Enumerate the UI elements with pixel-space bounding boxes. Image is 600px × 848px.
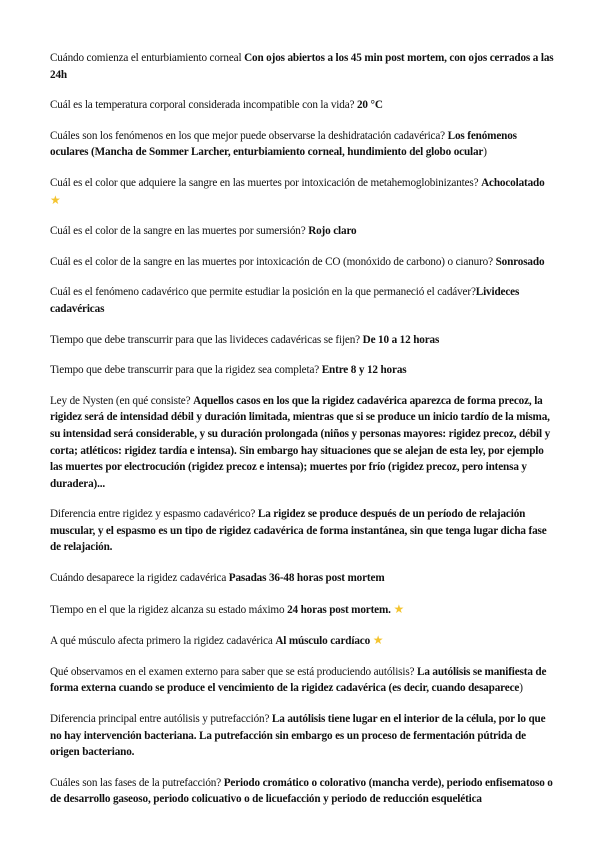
- question-text: Ley de Nysten (en qué consiste?: [50, 394, 194, 407]
- question-text: Tiempo que debe transcurrir para que las livideces cadavéricas se fijen?: [50, 333, 363, 346]
- question-text: Cuál es la temperatura corporal considerada incompatible con la vida?: [50, 99, 357, 112]
- answer-suffix: ): [483, 146, 487, 159]
- question-text: Cuál es el fenómeno cadavérico que permite estudiar la posición en la que permaneció el cadáver?: [50, 286, 476, 299]
- answer-text: La autólisis se manifiesta de forma externa cuando se produce el vencimiento de la rigidez cadavérica (es decir, cuando desaparece: [50, 665, 547, 695]
- qa-item: [50, 332, 555, 349]
- answer-text: Con ojos abiertos a los 45 min post mortem, con ojos cerrados a las 24h: [50, 52, 554, 81]
- question-text: Cuál es el color de la sangre en las muertes por sumersión?: [50, 225, 309, 238]
- question-text: Cuál es el color de la sangre en las muertes por intoxicación de CO (monóxido de carbono) o cianuro?: [50, 255, 496, 268]
- qa-item: [50, 393, 555, 493]
- answer-text: Aquellos casos en los que la rigidez cadavérica aparezca de forma precoz, la rigidez será de intensidad débil y duración limitada, mientras que si se produce un inicio tardío de la misma, su intensidad será considerable, y su duración prolongada (niños y personas mayores: rigidez precoz, débil y corta; atléticos: rigidez tardía e intensa). Sin embargo hay situaciones que se alejan de esta ley, por ejemplo las muertes por electrocución (rigidez precoz e intensa); muertes por frío (rigidez precoz, pero intensa y duradera)...: [50, 394, 551, 490]
- answer-text: Rojo claro: [308, 225, 357, 238]
- answer-text: 20 °C: [356, 99, 383, 112]
- answer-text: Al músculo cardíaco: [275, 635, 373, 648]
- question-text: Cuándo comienza el enturbiamiento corneal: [50, 52, 245, 64]
- question-text: Qué observamos en el examen externo para saber que se está produciendo autólisis?: [50, 665, 418, 678]
- answer-text: Sonrosado: [495, 255, 545, 268]
- answer-text: Achocolatado: [481, 176, 545, 189]
- answer-text: De 10 a 12 horas: [362, 333, 440, 346]
- star-icon: ★: [393, 601, 405, 616]
- document-page: [50, 50, 555, 822]
- qa-item: [50, 284, 555, 317]
- question-text: Cuáles son las fases de la putrefacción?: [50, 776, 224, 789]
- question-text: Tiempo en el que la rigidez alcanza su estado máximo: [50, 603, 288, 616]
- answer-text: La autólisis tiene lugar en el interior de la célula, por lo que no hay intervención bacteriana. La putrefacción sin embargo es un proceso de fermentación pútrida de origen bacteriano.: [50, 713, 546, 759]
- question-text: Cuándo desaparece la rigidez cadavérica: [50, 572, 229, 585]
- answer-text: Livideces cadavéricas: [50, 286, 520, 315]
- answer-suffix: ): [519, 682, 523, 695]
- answer-text: La rigidez se produce después de un período de relajación muscular, y el espasmo es un tipo de rigidez cadavérica de forma instantánea, sin que tenga lugar dicha fase de relajación.: [50, 508, 547, 554]
- qa-item: [50, 362, 555, 379]
- qa-item: [50, 570, 555, 587]
- answer-text: Periodo cromático o colorativo (mancha verde), periodo enfisematoso o de desarrollo gaseoso, periodo colicuativo o de licuefacción y periodo de reducción esquelética: [50, 776, 553, 806]
- question-text: Tiempo que debe transcurrir para que la rigidez sea completa?: [50, 364, 322, 377]
- star-icon: ★: [50, 192, 61, 207]
- star-icon: ★: [372, 633, 384, 648]
- question-text: Cuál es el color que adquiere la sangre en las muertes por intoxicación de metahemoglobinizantes?: [50, 176, 482, 189]
- answer-text: Pasadas 36-48 horas post mortem: [228, 572, 385, 585]
- qa-item: [50, 664, 555, 697]
- qa-item: [50, 632, 555, 650]
- question-text: A qué músculo afecta primero la rigidez cadavérica: [50, 635, 276, 648]
- qa-item: [50, 50, 555, 83]
- qa-item: [50, 601, 555, 619]
- qa-item: [50, 97, 555, 114]
- qa-item: [50, 775, 555, 808]
- question-text: Diferencia principal entre autólisis y putrefacción?: [50, 713, 272, 726]
- qa-item: [50, 506, 555, 556]
- qa-item: [50, 128, 555, 161]
- qa-item: [50, 711, 555, 761]
- qa-item: [50, 175, 555, 209]
- qa-item: [50, 254, 555, 271]
- qa-item: [50, 223, 555, 240]
- answer-text: Entre 8 y 12 horas: [321, 364, 407, 377]
- question-text: Diferencia entre rigidez y espasmo cadavérico?: [50, 508, 258, 521]
- question-text: Cuáles son los fenómenos en los que mejor puede observarse la deshidratación cadavérica?: [50, 129, 448, 142]
- answer-text: 24 horas post mortem.: [287, 603, 394, 616]
- answer-text: Los fenómenos oculares (Mancha de Sommer Larcher, enturbiamiento corneal, hundimiento del globo ocular: [50, 129, 517, 159]
